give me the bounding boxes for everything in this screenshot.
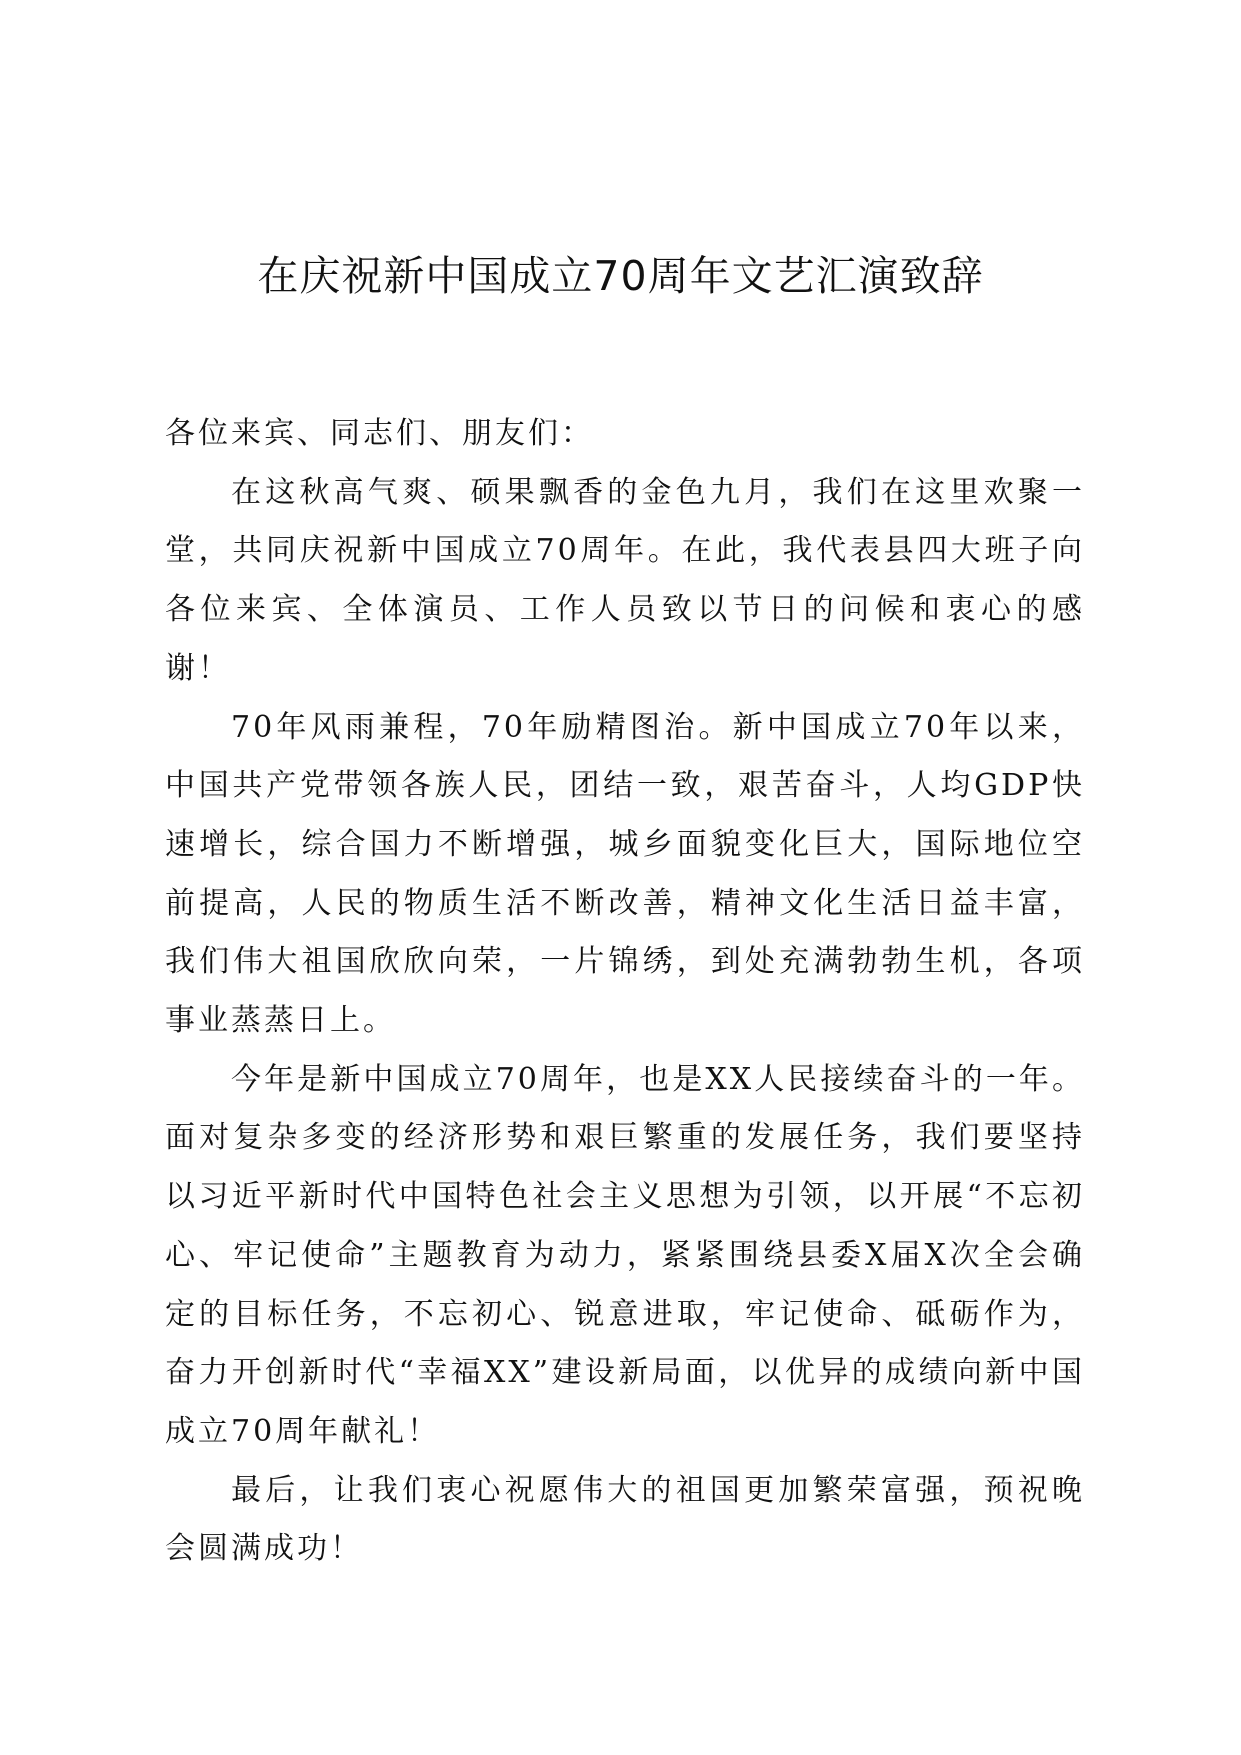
document-title: 在庆祝新中国成立70周年文艺汇演致辞 xyxy=(257,252,984,300)
paragraph-greeting: 在这秋高气爽、硕果飘香的金色九月，我们在这里欢聚一堂，共同庆祝新中国成立70周年。在此，我代表县四大班子向各位来宾、全体演员、工作人员致以节日的问候和衷心的感谢！ xyxy=(165,474,1085,686)
paragraph-goals: 今年是新中国成立70周年，也是XX人民接续奋斗的一年。面对复杂多变的经济形势和艰巨繁重的发展任务，我们要坚持以习近平新时代中国特色社会主义思想为引领，以开展“不忘初心、牢记使命”主题教育为动力，紧紧围绕县委X届X次全会确定的目标任务，不忘初心、锐意进取，牢记使命、砥砺作为，奋力开创新时代“幸福XX”建设新局面，以优异的成绩向新中国成立70周年献礼！ xyxy=(165,1061,1085,1449)
paragraph-achievements: 70年风雨兼程，70年励精图治。新中国成立70年以来，中国共产党带领各族人民，团结一致，艰苦奋斗，人均GDP快速增长，综合国力不断增强，城乡面貌变化巨大，国际地位空前提高，人民的物质生活不断改善，精神文化生活日益丰富，我们伟大祖国欣欣向荣，一片锦绣，到处充满勃勃生机，各项事业蒸蒸日上。 xyxy=(165,709,1085,1039)
document-body xyxy=(165,405,1085,1579)
salutation: 各位来宾、同志们、朋友们： xyxy=(165,416,594,451)
paragraph-closing: 最后，让我们衷心祝愿伟大的祖国更加繁荣富强，预祝晚会圆满成功！ xyxy=(165,1472,1085,1567)
